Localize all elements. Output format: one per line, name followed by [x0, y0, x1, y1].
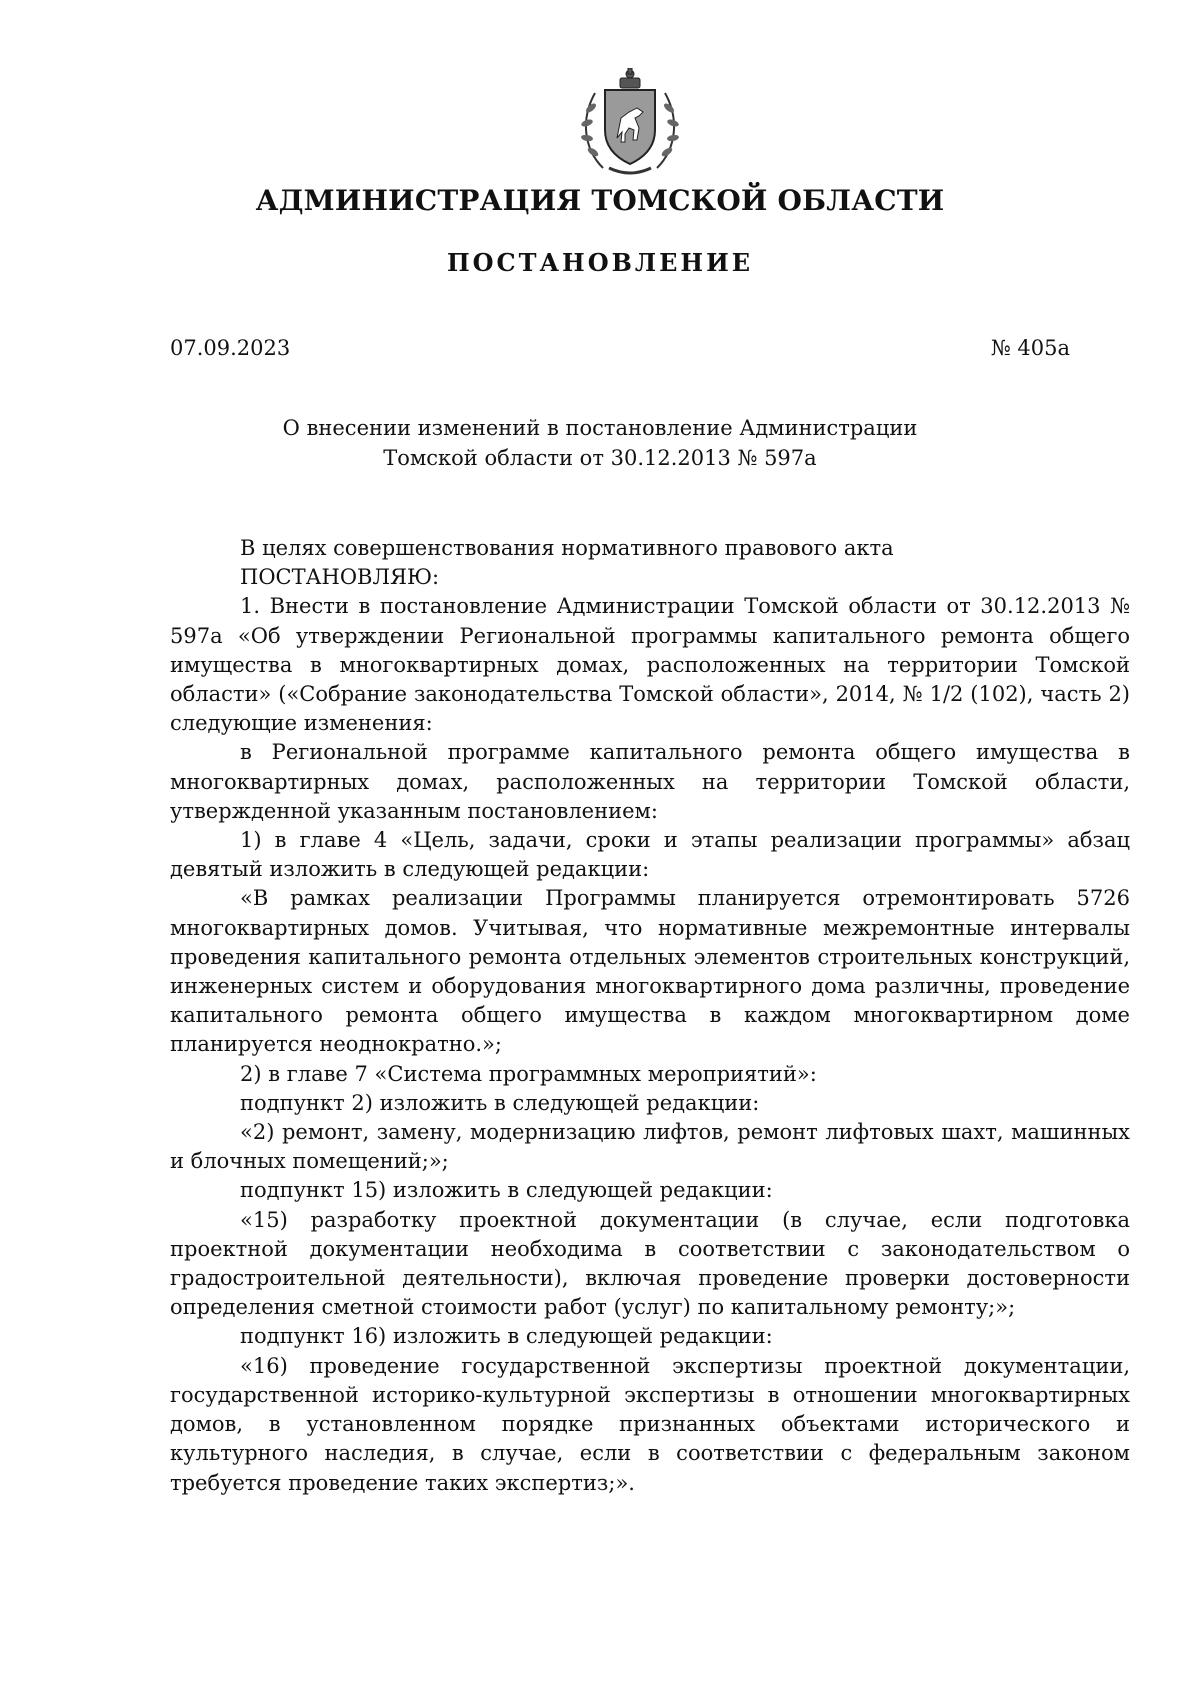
organization-title: АДМИНИСТРАЦИЯ ТОМСКОЙ ОБЛАСТИ	[255, 184, 945, 217]
subject-line: Томской области от 30.12.2013 № 597а	[383, 446, 817, 470]
paragraph: 2) в главе 7 «Система программных мероприятий»:	[240, 1061, 817, 1086]
paragraph: в Региональной программе капитального ремонта общего имущества в многоквартирных домах, расположенных на территории Томской области, утвержденной указанным постановлением:	[170, 740, 1130, 823]
subject-line: О внесении изменений в постановление Администрации	[282, 416, 918, 440]
document-subject	[200, 413, 1000, 473]
paragraph: «2) ремонт, замену, модернизацию лифтов, ремонт лифтовых шахт, машинных и блочных помещений;»;	[170, 1120, 1130, 1174]
paragraph: «15) разработку проектной документации (в случае, если подготовка проектной документации необходима в соответствии с законодательством о градостроительной деятельности), включая проведение проверки достоверности определения сметной стоимости работ (услуг) по капитальному ремонту;»;	[170, 1207, 1130, 1320]
paragraph: подпункт 2) изложить в следующей редакции:	[240, 1090, 760, 1115]
paragraph: 1. Внести в постановление Администрации Томской области от 30.12.2013 № 597а «Об утверждении Региональной программы капитального ремонта общего имущества в многоквартирных домах, расположенных на территории Томской области» («Собрание законодательства Томской области», 2014, № 1/2 (102), часть 2) следующие изменения:	[170, 594, 1130, 736]
document-date: 07.09.2023	[170, 336, 291, 360]
paragraph: «В рамках реализации Программы планируется отремонтировать 5726 многоквартирных домов. Учитывая, что нормативные межремонтные интервалы проведения капитального ремонта отдельных элементов строительных конструкций, инженерных систем и оборудования многоквартирного дома различны, проведение капитального ремонта общего имущества в каждом многоквартирном доме планируется неоднократно.»;	[170, 886, 1130, 1057]
paragraph: В целях совершенствования нормативного правового акта	[240, 536, 894, 560]
coat-of-arms-icon	[573, 68, 687, 180]
paragraph: 1) в главе 4 «Цель, задачи, сроки и этапы реализации программы» абзац девятый изложить в следующей редакции:	[170, 828, 1130, 882]
document-type-title: ПОСТАНОВЛЕНИЕ	[446, 248, 754, 277]
document-body	[170, 534, 1130, 1498]
document-number: № 405а	[990, 336, 1070, 360]
paragraph: подпункт 15) изложить в следующей редакции:	[240, 1178, 773, 1203]
paragraph: «16) проведение государственной экспертизы проектной документации, государственной историко-культурной экспертизы в отношении многоквартирных домов, в установленном порядке признанных объектами исторического и культурного наследия, в случае, если в соответствии с федеральным законом требуется проведение таких экспертиз;».	[170, 1353, 1130, 1495]
paragraph: подпункт 16) изложить в следующей редакции:	[240, 1324, 773, 1349]
paragraph: ПОСТАНОВЛЯЮ:	[240, 565, 440, 590]
